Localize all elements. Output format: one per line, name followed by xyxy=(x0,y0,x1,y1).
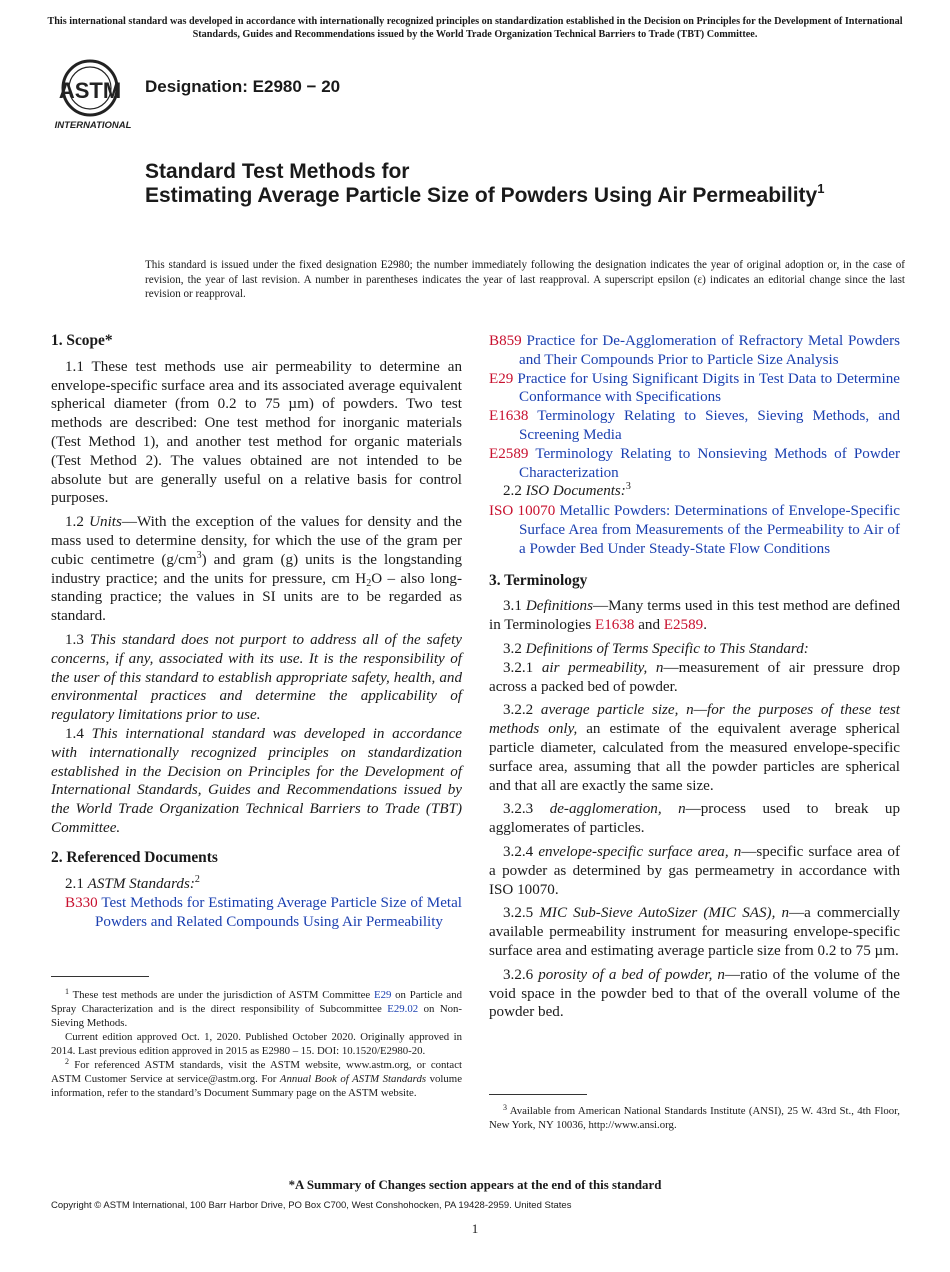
footnote-2: $^2$ For referenced ASTM standards, visit the ASTM website, www.astm.org, or contact ASTM Customer Service at service@astm.org. For Annual Book of ASTM Standards volume information, refer to the standard’s Document Summary page on the ASTM website. xyxy=(51,1057,462,1099)
para-1-4: 1.4 This international standard was developed in accordance with internationally recognized principles on standardization established in the Decision on Principles for the Development of International Standards, Guides and Recommendations issued by the World Trade Organization Technical Barriers to Trade (TBT) Committee. xyxy=(51,725,462,836)
page-number: 1 xyxy=(471,1221,479,1236)
link-e29-02[interactable]: E29.02 xyxy=(387,1003,419,1015)
left-column xyxy=(51,332,462,932)
astm-logo xyxy=(50,56,136,132)
issuance-statement: This standard is issued under the fixed designation E2980; the number immediately following the designation indicates the year of original adoption or, in the case of revision, the year of last revision. A number in parentheses indicates the year of last reapproval. A superscript epsilon (ε) indicates an editorial change since the last revision or reapproval. xyxy=(145,259,905,301)
def-3-2-5: 3.2.5 MIC Sub-Sieve AutoSizer (MIC SAS), n—a commercially available permeability instrument for measuring envelope-specific surface area and estimating average particle size from 0.2 to 75 µm. xyxy=(489,905,900,959)
right-column xyxy=(489,332,900,1027)
footnotes-right xyxy=(489,1104,900,1132)
def-3-2-4: 3.2.4 envelope-specific surface area, n—specific surface area of a powder as determined by gas permeametry in accordance with ISO 10070. xyxy=(489,843,900,898)
link-e2589[interactable]: E2589 xyxy=(663,617,704,634)
ref-e1638[interactable]: E1638 Terminology Relating to Sieves, Sieving Methods, and Screening Media xyxy=(489,408,900,443)
footnote-3: $^3$ Available from American National Standards Institute (ANSI), 25 W. 43rd St., 4th Floor, New York, NY 10036, http://www.ansi.org. xyxy=(489,1103,900,1131)
ref-iso-10070[interactable]: ISO 10070 Metallic Powders: Determinations of Envelope-Specific Surface Area from Measurements of the Permeability to Air of a Powder Bed Under Steady-State Flow Conditions xyxy=(489,503,900,557)
refdocs-heading: 2. Referenced Documents xyxy=(51,848,218,866)
title-line-1: Standard Test Methods for xyxy=(145,160,410,183)
logo-subtext: INTERNATIONAL xyxy=(54,120,132,131)
para-1-2: 1.2 Units—With the exception of the values for density and the mass used to determine density, for which the use of the gram per cubic centimetre $(g/cm^3)$ and gram (g) units is the longstanding industry practice; and the units for pressure, cm H2O – also long-standing practice; the values in SI units are to be regarded as standard. xyxy=(51,514,462,625)
footnote-rule-right xyxy=(489,1094,587,1095)
summary-of-changes-note: *A Summary of Changes section appears at the end of this standard xyxy=(288,1178,662,1192)
link-e29[interactable]: E29 xyxy=(373,989,392,1001)
def-3-2-2: 3.2.2 average particle size, n—for the purposes of these test methods only, an estimate of the equivalent average spherical particle diameter, calculated from the measured envelope-specific surface area, assuming that all the powder particles are spherical and that all are exactly the same size. xyxy=(489,702,900,794)
standardization-notice: This international standard was developed in accordance with internationally recognized principles on standardization established in the Decision on Principles for the Development of International Standards, Guides and Recommendations issued by the World Trade Organization Technical Barriers to Trade (TBT) Committee. xyxy=(47,16,903,40)
title-footnote-mark: 1 xyxy=(817,181,825,196)
footnote-1: $^1$ These test methods are under the jurisdiction of ASTM Committee E29 on Particle and Spray Characterization and is the direct responsibility of Subcommittee E29.02 on Non-Sieving Methods. xyxy=(51,987,463,1029)
footnote-1-edition: Current edition approved Oct. 1, 2020. Published October 2020. Originally approved in 2014. Last previous edition approved in 2015 as E2980 – 15. DOI: 10.1520/E2980-20. xyxy=(51,1031,462,1057)
footnote-rule-left xyxy=(51,976,149,977)
para-1-1: 1.1 These test methods use air permeability to determine an envelope-specific surface area and its associated average equivalent spherical diameter (from 0.2 to 75 µm) of powders. Two test methods are described: One test method for inorganic materials (Test Method 1), and another test method for organic materials (Test Method 2). The values obtained are not intended to be absolute but are generally useful on a relative basis for control purposes. xyxy=(51,358,462,507)
footnotes-left xyxy=(51,988,462,1100)
iso-documents-label: 2.2 ISO Documents:$^3$ xyxy=(503,481,631,500)
scope-heading: 1. Scope* xyxy=(51,332,113,349)
ref-b330[interactable]: B330 Test Methods for Estimating Average Particle Size of Metal Powders and Related Compounds Using Air Permeability xyxy=(65,895,462,931)
ref-e29[interactable]: E29 Practice for Using Significant Digits in Test Data to Determine Conformance with Specifications xyxy=(489,370,900,406)
document-title xyxy=(145,160,825,208)
title-line-2: Estimating Average Particle Size of Powders Using Air Permeability xyxy=(145,184,818,207)
para-1-3: 1.3 This standard does not purport to address all of the safety concerns, if any, associated with its use. It is the responsibility of the user of this standard to establish appropriate safety, health, and environmental practices and determine the applicability of regulatory limitations prior to use. xyxy=(51,631,462,724)
para-3-2: 3.2 Definitions of Terms Specific to This Standard: xyxy=(503,640,809,657)
ref-e2589[interactable]: E2589 Terminology Relating to Nonsieving Methods of Powder Characterization xyxy=(489,445,900,481)
ref-b859[interactable]: B859 Practice for De-Agglomeration of Refractory Metal Powders and Their Compounds Prior to Particle Size Analysis xyxy=(489,333,900,368)
def-3-2-3: 3.2.3 de-agglomeration, n—process used to break up agglomerates of particles. xyxy=(489,801,900,837)
link-e1638[interactable]: E1638 xyxy=(595,617,635,634)
designation: Designation: E2980 − 20 xyxy=(145,77,341,96)
copyright: Copyright © ASTM International, 100 Barr Harbor Drive, PO Box C700, West Conshohocken, PA 19428-2959. United States xyxy=(51,1200,572,1211)
logo-text: ASTM xyxy=(58,78,122,103)
def-3-2-6: 3.2.6 porosity of a bed of powder, n—ratio of the volume of the void space in the powder bed to that of the overall volume of the powder bed. xyxy=(489,966,900,1021)
terminology-heading: 3. Terminology xyxy=(489,571,588,589)
astm-standards-label: 2.1 ASTM Standards:$^2$ xyxy=(65,873,200,892)
def-3-2-1: 3.2.1 air permeability, n—measurement of air pressure drop across a packed bed of powder. xyxy=(489,659,901,695)
para-3-1: 3.1 Definitions—Many terms used in this test method are defined in Terminologies E1638 and E2589. xyxy=(489,598,900,634)
